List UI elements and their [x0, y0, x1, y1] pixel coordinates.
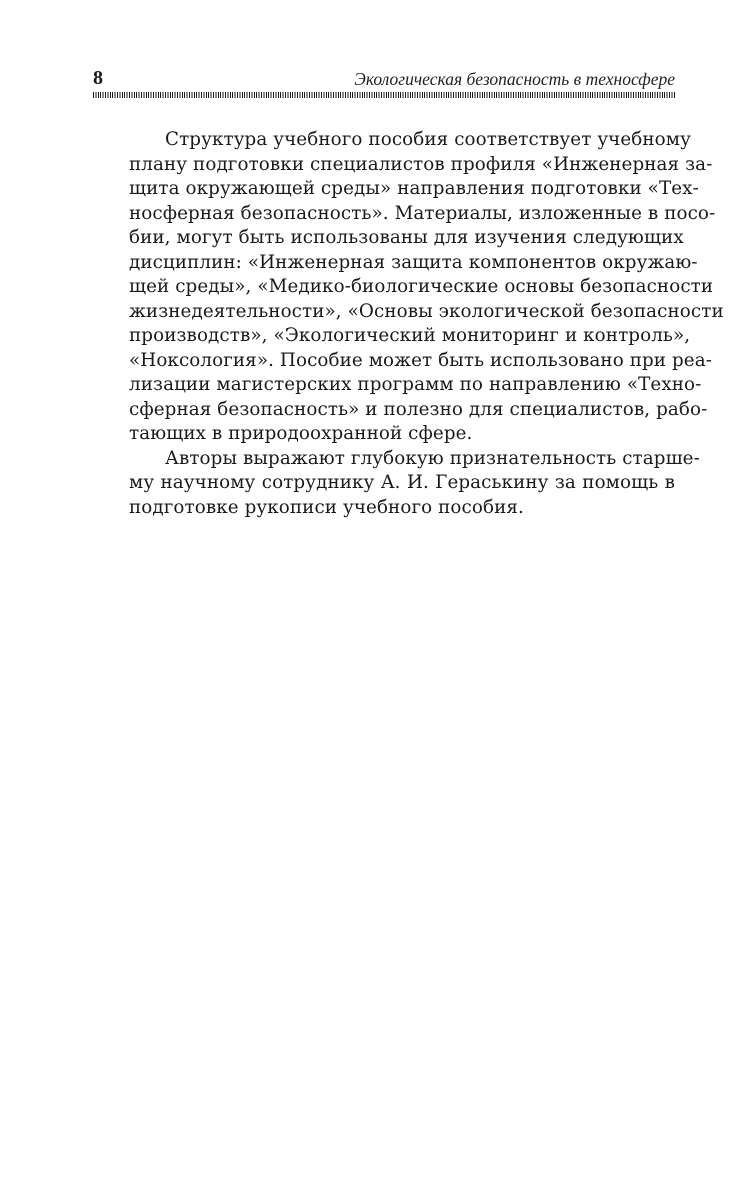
- text-line: дисциплин: «Инженерная защита компонентов окружаю-: [129, 251, 698, 273]
- text-line: бии, могут быть использованы для изучения следующих: [129, 227, 684, 248]
- text-line: тающих в природоохранной сфере.: [129, 423, 473, 444]
- text-line: плану подготовки специалистов профиля «Инженерная за-: [129, 153, 713, 175]
- page-header: [93, 66, 675, 90]
- text-line: жизнедеятельности», «Основы экологической безопасности: [129, 300, 724, 322]
- text-line: му научному сотруднику А. И. Гераськину за помощь в: [129, 472, 675, 493]
- text-line: щита окружающей среды» направления подготовки «Тех-: [129, 178, 699, 199]
- text-line: лизации магистерских программ по направлению «Техно-: [129, 374, 702, 395]
- body-text: [93, 128, 724, 520]
- text-line: Авторы выражают глубокую признательность старше-: [165, 447, 700, 469]
- paragraph-2: [93, 447, 700, 521]
- text-line: производств», «Экологический мониторинг и контроль»,: [129, 325, 691, 346]
- text-line: сферная безопасность» и полезно для специалистов, рабо-: [129, 398, 708, 420]
- text-line: щей среды», «Медико-биологические основы безопасности: [129, 276, 714, 297]
- text-line: носферная безопасность». Материалы, изложенные в посо-: [129, 202, 716, 224]
- running-title: Экологическая безопасность в техносфере: [354, 69, 675, 89]
- page-number: 8: [93, 67, 103, 89]
- paragraph-1: [93, 128, 724, 447]
- header-rule: [93, 92, 675, 98]
- text-line: подготовке рукописи учебного пособия.: [129, 496, 524, 518]
- text-line: «Ноксология». Пособие может быть использовано при реа-: [129, 349, 712, 371]
- text-line: Структура учебного пособия соответствует учебному: [165, 129, 691, 150]
